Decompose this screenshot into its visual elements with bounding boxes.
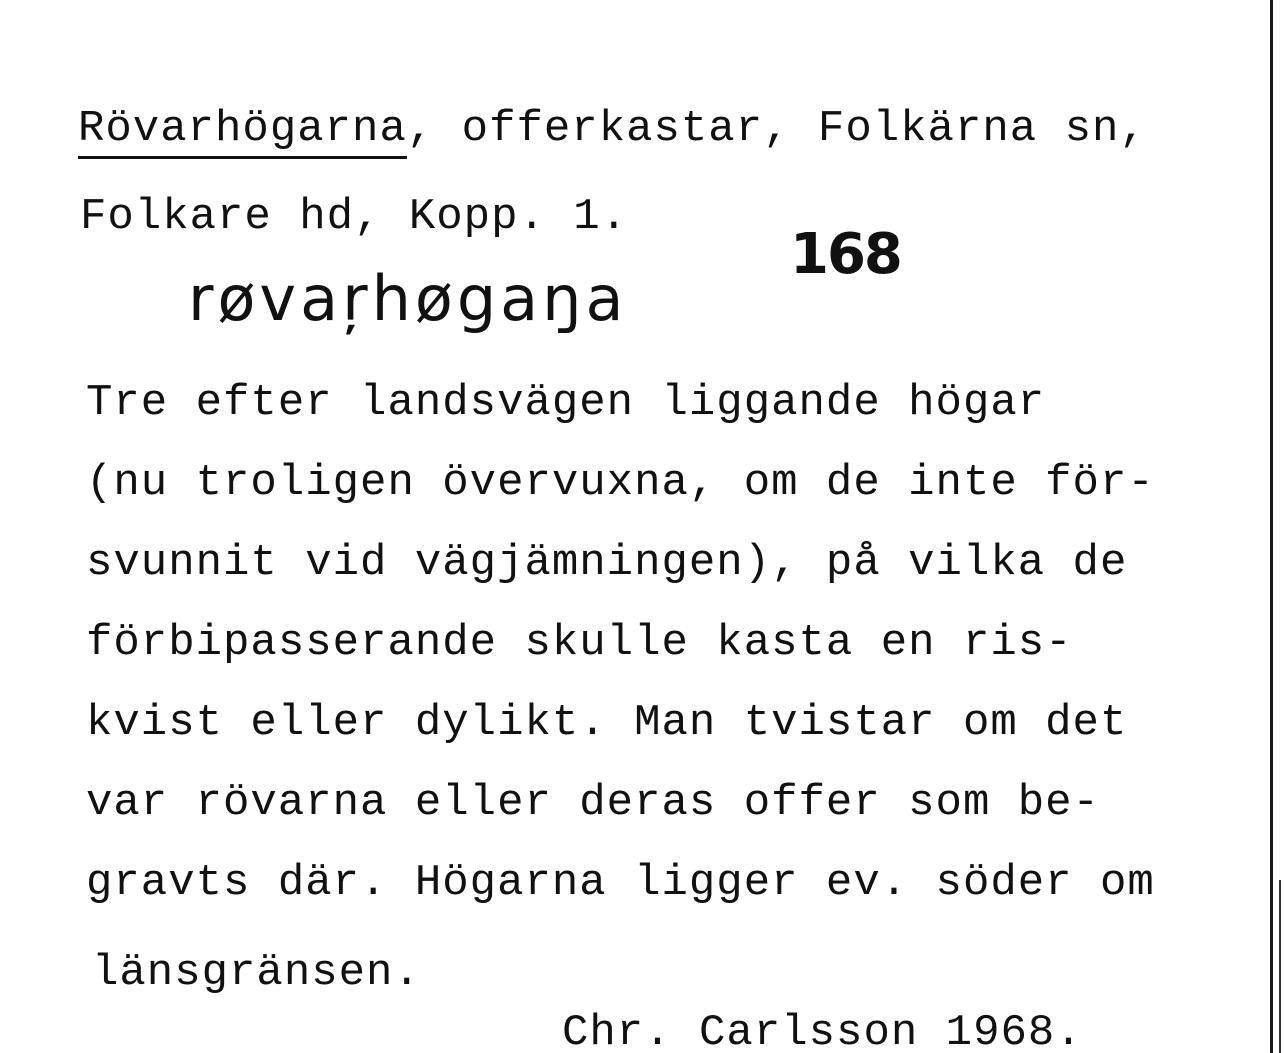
body-line: Tre efter landsvägen liggande högar — [86, 378, 1046, 428]
phonetic-transcription: røvaŗhøgaŋa — [188, 262, 628, 335]
signature: Chr. Carlsson 1968. — [562, 1008, 1083, 1053]
body-line: var rövarna eller deras offer som be- — [86, 778, 1100, 828]
body-line: förbipasserande skulle kasta en ris- — [86, 618, 1073, 668]
body-line: länsgränsen. — [92, 948, 421, 998]
card-edge-line — [1270, 0, 1273, 1053]
body-line: svunnit vid vägjämningen), på vilka de — [86, 538, 1128, 588]
body-line: (nu troligen övervuxna, om de inte för- — [86, 458, 1155, 508]
card-edge-line-secondary — [1279, 880, 1281, 1053]
body-line: kvist eller dylikt. Man tvistar om det — [86, 698, 1128, 748]
header-line-1 — [78, 104, 1147, 154]
card-number: 168 — [790, 222, 901, 287]
header-line-2: Folkare hd, Kopp. 1. — [80, 192, 629, 242]
headword: Rövarhögarna — [78, 104, 407, 159]
header-description: , offerkastar, Folkärna sn, — [406, 104, 1147, 154]
body-line: gravts där. Högarna ligger ev. söder om — [86, 858, 1155, 908]
